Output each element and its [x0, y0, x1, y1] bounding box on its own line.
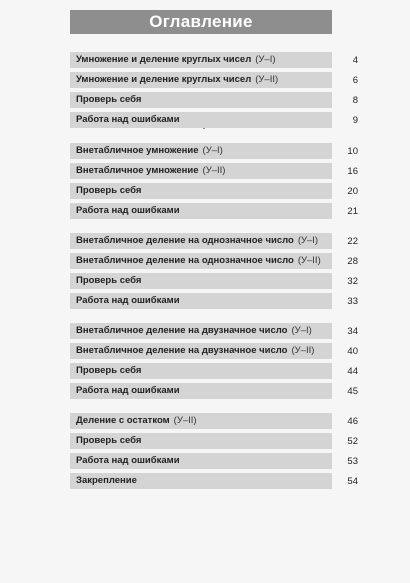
- toc-entry[interactable]: [70, 112, 358, 130]
- entry-page-number: 10: [347, 146, 358, 157]
- entry-label: [76, 294, 180, 308]
- entry-note: (У–II): [297, 255, 321, 266]
- entry-page-number: 9: [352, 115, 358, 126]
- entry-title: Проверь себя: [76, 435, 142, 446]
- toc-entry[interactable]: [70, 143, 358, 161]
- entry-label: [76, 474, 137, 488]
- toc-entry[interactable]: [70, 92, 358, 110]
- entry-note: (У–I): [291, 325, 312, 336]
- entry-title: Работа над ошибками: [76, 455, 180, 466]
- entry-label: [76, 234, 318, 248]
- toc-entry[interactable]: [70, 433, 358, 451]
- entry-page-number: 46: [347, 416, 358, 427]
- toc-entry[interactable]: [70, 413, 358, 431]
- entry-label: [76, 144, 223, 158]
- toc-entry[interactable]: [70, 453, 358, 471]
- entry-page-number: 4: [352, 55, 358, 66]
- entry-label: [76, 434, 141, 448]
- entry-label: [76, 93, 141, 107]
- toc-entry[interactable]: [70, 473, 358, 491]
- entry-title: Работа над ошибками: [76, 114, 180, 125]
- entry-page-number: 6: [352, 75, 358, 86]
- entry-page-number: 34: [347, 326, 358, 337]
- entry-title: Внетабличное деление на однозначное число: [76, 235, 294, 246]
- entry-page-number: 44: [347, 366, 358, 377]
- entry-page-number: 20: [347, 186, 358, 197]
- entry-page-number: 16: [347, 166, 358, 177]
- toc-entry[interactable]: [70, 363, 358, 381]
- entry-label: [76, 53, 276, 67]
- entry-title: Проверь себя: [76, 365, 142, 376]
- toc-entry[interactable]: [70, 183, 358, 201]
- entry-label: [76, 204, 180, 218]
- toc-section-4: [70, 323, 358, 403]
- entry-title: Умножение и деление круглых чисел: [76, 54, 252, 65]
- toc-entry[interactable]: [70, 323, 358, 341]
- entry-label: [76, 384, 180, 398]
- entry-page-number: 21: [347, 206, 358, 217]
- toc-entry[interactable]: [70, 343, 358, 361]
- entry-page-number: 8: [352, 95, 358, 106]
- entry-note: (У–II): [173, 415, 197, 426]
- entry-title: Закрепление: [76, 475, 137, 486]
- entry-label: [76, 324, 312, 338]
- toc-entry[interactable]: [70, 383, 358, 401]
- entry-note: (У–I): [297, 235, 319, 246]
- entry-label: [76, 113, 180, 127]
- entry-title: Проверь себя: [76, 94, 142, 105]
- entry-page-number: 45: [347, 386, 358, 397]
- entry-page-number: 33: [347, 296, 358, 307]
- entry-title: Внетабличное умножение: [76, 145, 199, 156]
- entry-note: (У–II): [255, 74, 279, 85]
- entry-title: Внетабличное умножение: [76, 165, 199, 176]
- entry-page-number: 28: [347, 256, 358, 267]
- toc-section-3: [70, 233, 358, 313]
- entry-title: Проверь себя: [76, 185, 142, 196]
- entry-label: [76, 414, 197, 428]
- entry-page-number: 32: [347, 276, 358, 287]
- entry-page-number: 22: [347, 236, 358, 247]
- entry-label: [76, 274, 141, 288]
- toc-section-1: [70, 52, 358, 132]
- entry-title: Деление с остатком: [76, 415, 170, 426]
- toc-entry[interactable]: [70, 163, 358, 181]
- entry-title: Внетабличное деление на однозначное число: [76, 255, 294, 266]
- toc-entry[interactable]: [70, 253, 358, 271]
- entry-note: (У–II): [202, 165, 226, 176]
- entry-page-number: 54: [347, 476, 358, 487]
- entry-title: Внетабличное деление на двузначное число: [76, 345, 288, 356]
- entry-note: (У–I): [255, 54, 276, 65]
- entry-page-number: 52: [347, 436, 358, 447]
- toc-entry[interactable]: [70, 52, 358, 70]
- entry-page-number: 53: [347, 456, 358, 467]
- entry-label: [76, 184, 141, 198]
- toc-section-5: [70, 413, 358, 493]
- entry-label: [76, 73, 278, 87]
- toc-entry[interactable]: [70, 293, 358, 311]
- entry-label: [76, 454, 180, 468]
- entry-title: Работа над ошибками: [76, 385, 180, 396]
- entry-title: Проверь себя: [76, 275, 142, 286]
- page-title: Оглавление: [70, 10, 332, 34]
- entry-title: Умножение и деление круглых чисел: [76, 74, 252, 85]
- entry-note: (У–II): [291, 345, 315, 356]
- entry-page-number: 40: [347, 346, 358, 357]
- entry-label: [76, 254, 321, 268]
- toc-entry[interactable]: [70, 273, 358, 291]
- entry-title: Работа над ошибками: [76, 295, 180, 306]
- toc-entry[interactable]: [70, 72, 358, 90]
- entry-label: [76, 364, 141, 378]
- entry-label: [76, 164, 225, 178]
- entry-title: Внетабличное деление на двузначное число: [76, 325, 288, 336]
- toc-entry[interactable]: [70, 233, 358, 251]
- entry-label: [76, 344, 314, 358]
- toc-entry[interactable]: [70, 203, 358, 221]
- toc-section-2: [70, 143, 358, 223]
- entry-title: Работа над ошибками: [76, 205, 180, 216]
- entry-note: (У–I): [202, 145, 223, 156]
